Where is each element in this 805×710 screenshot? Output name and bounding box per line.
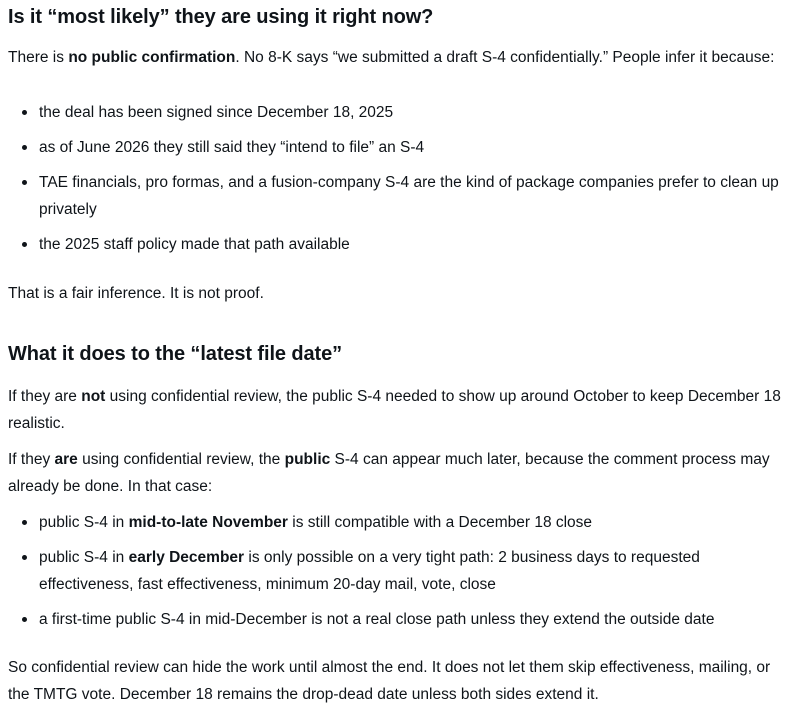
text-span: If they: [8, 451, 55, 468]
text-span: public S-4 in: [39, 549, 129, 566]
list-item: [8, 606, 785, 633]
list-item: [8, 544, 785, 598]
intro-text-bold: no public confirmation: [68, 49, 236, 66]
list-item: [8, 509, 785, 536]
text-span: is only possible on a very tight path: 2 business days to requested effectiveness, fast effectiveness, minimum 20-day mail, vote, close: [39, 549, 700, 593]
bold-text: public: [284, 451, 331, 468]
text-span: is still compatible with a December 18 close: [287, 514, 593, 531]
bold-text: early December: [128, 549, 245, 566]
paragraph-confidential: [8, 446, 785, 500]
text-span: a first-time public S-4 in mid-December is not a real close path unless they extend the outside date: [39, 611, 715, 628]
paragraph-not-confidential: [8, 383, 785, 437]
intro-text-pre: There is: [8, 49, 69, 66]
bold-text: mid-to-late November: [128, 514, 288, 531]
timing-bullet-list: [8, 509, 785, 633]
inference-conclusion: That is a fair inference. It is not proof.: [8, 285, 264, 302]
list-item: as of June 2026 they still said they “intend to file” an S-4: [8, 134, 785, 161]
intro-text-post: . No 8-K says “we submitted a draft S-4 confidentially.” People infer it because:: [235, 49, 775, 66]
inference-bullet-list: [8, 99, 785, 258]
list-item: the deal has been signed since December 18, 2025: [8, 99, 785, 126]
intro-paragraph: [8, 44, 785, 71]
bold-text: not: [81, 388, 106, 405]
text-span: S-4 can appear much later, because the comment process may already be done. In that case:: [8, 451, 770, 495]
text-span: If they are: [8, 388, 82, 405]
text-span: using confidential review, the public S-4 needed to show up around October to keep December 18 realistic.: [8, 388, 781, 432]
final-conclusion: So confidential review can hide the work until almost the end. It does not let them skip effectiveness, mailing, or the TMTG vote. December 18 remains the drop-dead date unless both sides extend it.: [8, 659, 771, 703]
list-item: TAE financials, pro formas, and a fusion-company S-4 are the kind of package companies prefer to clean up privately: [8, 169, 785, 223]
text-span: public S-4 in: [39, 514, 129, 531]
bold-text: are: [54, 451, 78, 468]
list-item: the 2025 staff policy made that path available: [8, 231, 785, 258]
section-heading-latest-file-date: What it does to the “latest file date”: [8, 343, 343, 365]
section-heading-most-likely: Is it “most likely” they are using it right now?: [8, 6, 434, 28]
text-span: using confidential review, the: [77, 451, 285, 468]
